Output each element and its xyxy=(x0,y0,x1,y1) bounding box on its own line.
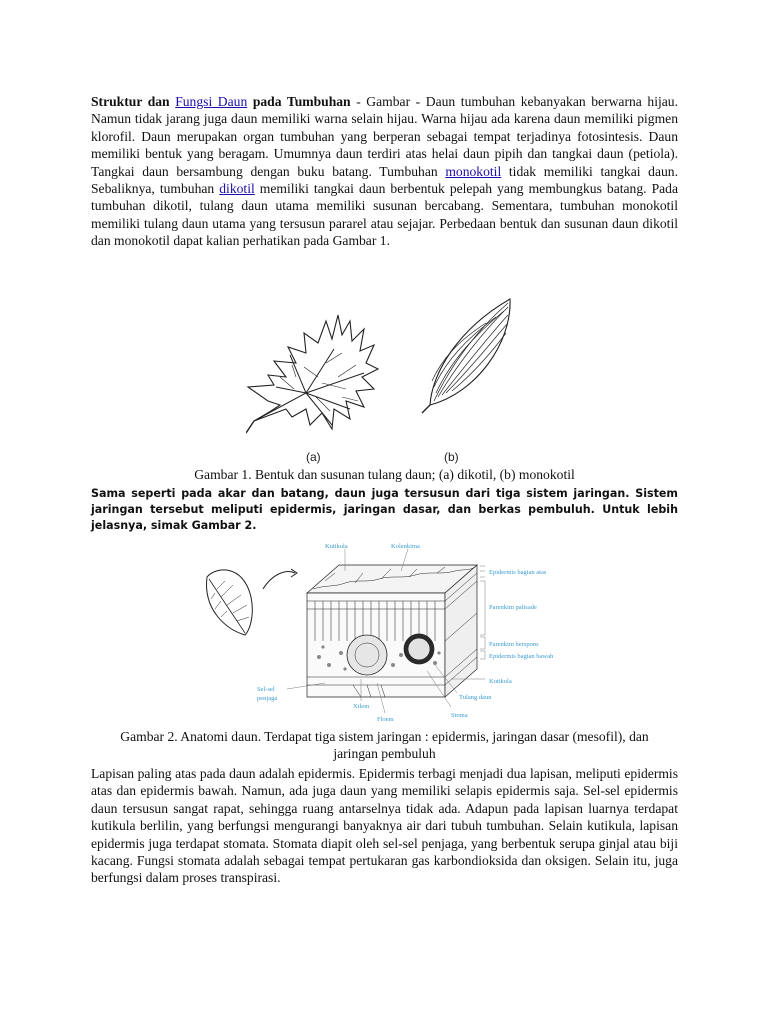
label-kutikula-bottom: Kutikula xyxy=(489,678,512,685)
label-sel-penjaga-2: penjaga xyxy=(257,695,278,702)
label-parenkim-palisade: Parenkim palisade xyxy=(489,604,537,611)
figure-2-caption-line-1: Gambar 2. Anatomi daun. Terdapat tiga sistem jaringan : epidermis, jaringan dasar (mesofil), dan xyxy=(120,729,649,744)
figure-1-caption: Gambar 1. Bentuk dan susunan tulang daun; (a) dikotil, (b) monokotil xyxy=(194,467,575,482)
label-epidermis-bawah: Epidermis bagian bawah xyxy=(489,653,554,660)
vein-bundle-left xyxy=(347,635,387,675)
label-floem: Floem xyxy=(377,716,394,723)
intro-text-c: memiliki tangkai daun berbentuk pelepah yang membungkus batang. Pada tumbuhan dikotil, tulang daun utama memiliki susunan bercabang. Sementara, tumbuhan monokotil memiliki tulang daun utama yang tersusun pararel atau sejajar. Perbedaan bentuk dan susunan daun dikotil dan monokotil dapat kalian perhatikan pada Gambar 1. xyxy=(91,181,678,249)
label-stoma: Stoma xyxy=(451,712,468,719)
label-kutikula-top: Kutikula xyxy=(325,543,348,550)
article-title-suffix: pada Tumbuhan xyxy=(247,94,351,109)
intro-paragraph xyxy=(91,93,678,250)
figure-1-leaf-shapes xyxy=(246,293,526,468)
figure-1-label-a: (a) xyxy=(306,450,321,464)
intro-text-a: - Gambar - Daun tumbuhan kebanyakan berwarna hijau. Namun tidak jarang juga daun memiliki warna selain hijau. Warna hijau ada karena daun memiliki pigmen klorofil. Daun merupakan organ tumbuhan yang berperan sebagai tempat terjadinya fotosintesis. Daun memiliki bentuk yang beragam. Umumnya daun terdiri atas helai daun pipih dan tangkai daun (petiola). Tangkai daun bersambung dengan buku batang. Tumbuhan xyxy=(91,94,678,179)
label-xilem: Xilem xyxy=(353,703,370,710)
arrow-icon xyxy=(263,572,295,589)
fungsi-daun-link[interactable]: Fungsi Daun xyxy=(175,94,248,109)
figure-2-caption-line-2: jaringan pembuluh xyxy=(333,746,436,762)
article-title-prefix: Struktur dan xyxy=(91,94,176,109)
label-epidermis-atas: Epidermis bagian atas xyxy=(489,569,547,576)
monocot-leaf-illustration xyxy=(422,299,510,413)
dicot-leaf-illustration xyxy=(246,315,378,433)
figure-2-leaf-anatomy xyxy=(195,537,579,723)
epidermis-paragraph: Lapisan paling atas pada daun adalah epidermis. Epidermis terbagi menjadi dua lapisan, meliputi epidermis atas dan epidermis bawah. Namun, ada juga daun yang memiliki selapis epidermis saja. Sel-sel epidermis daun tersusun sangat rapat, sehingga ruang antarselnya tidak ada. Adapun pada lapisan luarnya terdapat kutikula berlilin, yang berfungsi mengurangi banyaknya air dari tubuh tumbuhan. Selain kutikula, lapisan epidermis juga terdapat stomata. Stomata diapit oleh sel-sel penjaga, yang berbentuk serupa ginjal atau biji kacang. Fungsi stomata adalah sebagai tempat pertukaran gas karbondioksida dan oksigen. Selain itu, juga berfungsi dalam proses transpirasi. xyxy=(91,766,678,886)
tissue-systems-paragraph: Sama seperti pada akar dan batang, daun juga tersusun dari tiga sistem jaringan. Sistem jaringan tersebut meliputi epidermis, jaringan dasar, dan berkas pembuluh. Untuk lebih jelasnya, simak Gambar 2. xyxy=(91,487,678,532)
intro-text-b: tidak memiliki tangkai daun. Sebaliknya, tumbuhan xyxy=(91,163,678,197)
label-parenkim-berspons: Parenkim berspons xyxy=(489,641,539,648)
label-kolenkima: Kolenkima xyxy=(391,543,420,550)
label-sel-penjaga-1: Sel-sel xyxy=(257,686,275,693)
figure-2-caption xyxy=(91,728,678,763)
label-tulang-daun: Tulang daun xyxy=(459,694,492,701)
monokotil-link[interactable]: monokotil xyxy=(445,163,502,179)
dikotil-link[interactable]: dikotil xyxy=(219,181,255,197)
small-leaf-icon xyxy=(207,570,253,635)
leaf-cross-section-block xyxy=(307,565,477,697)
figure-1-label-b: (b) xyxy=(444,450,459,464)
